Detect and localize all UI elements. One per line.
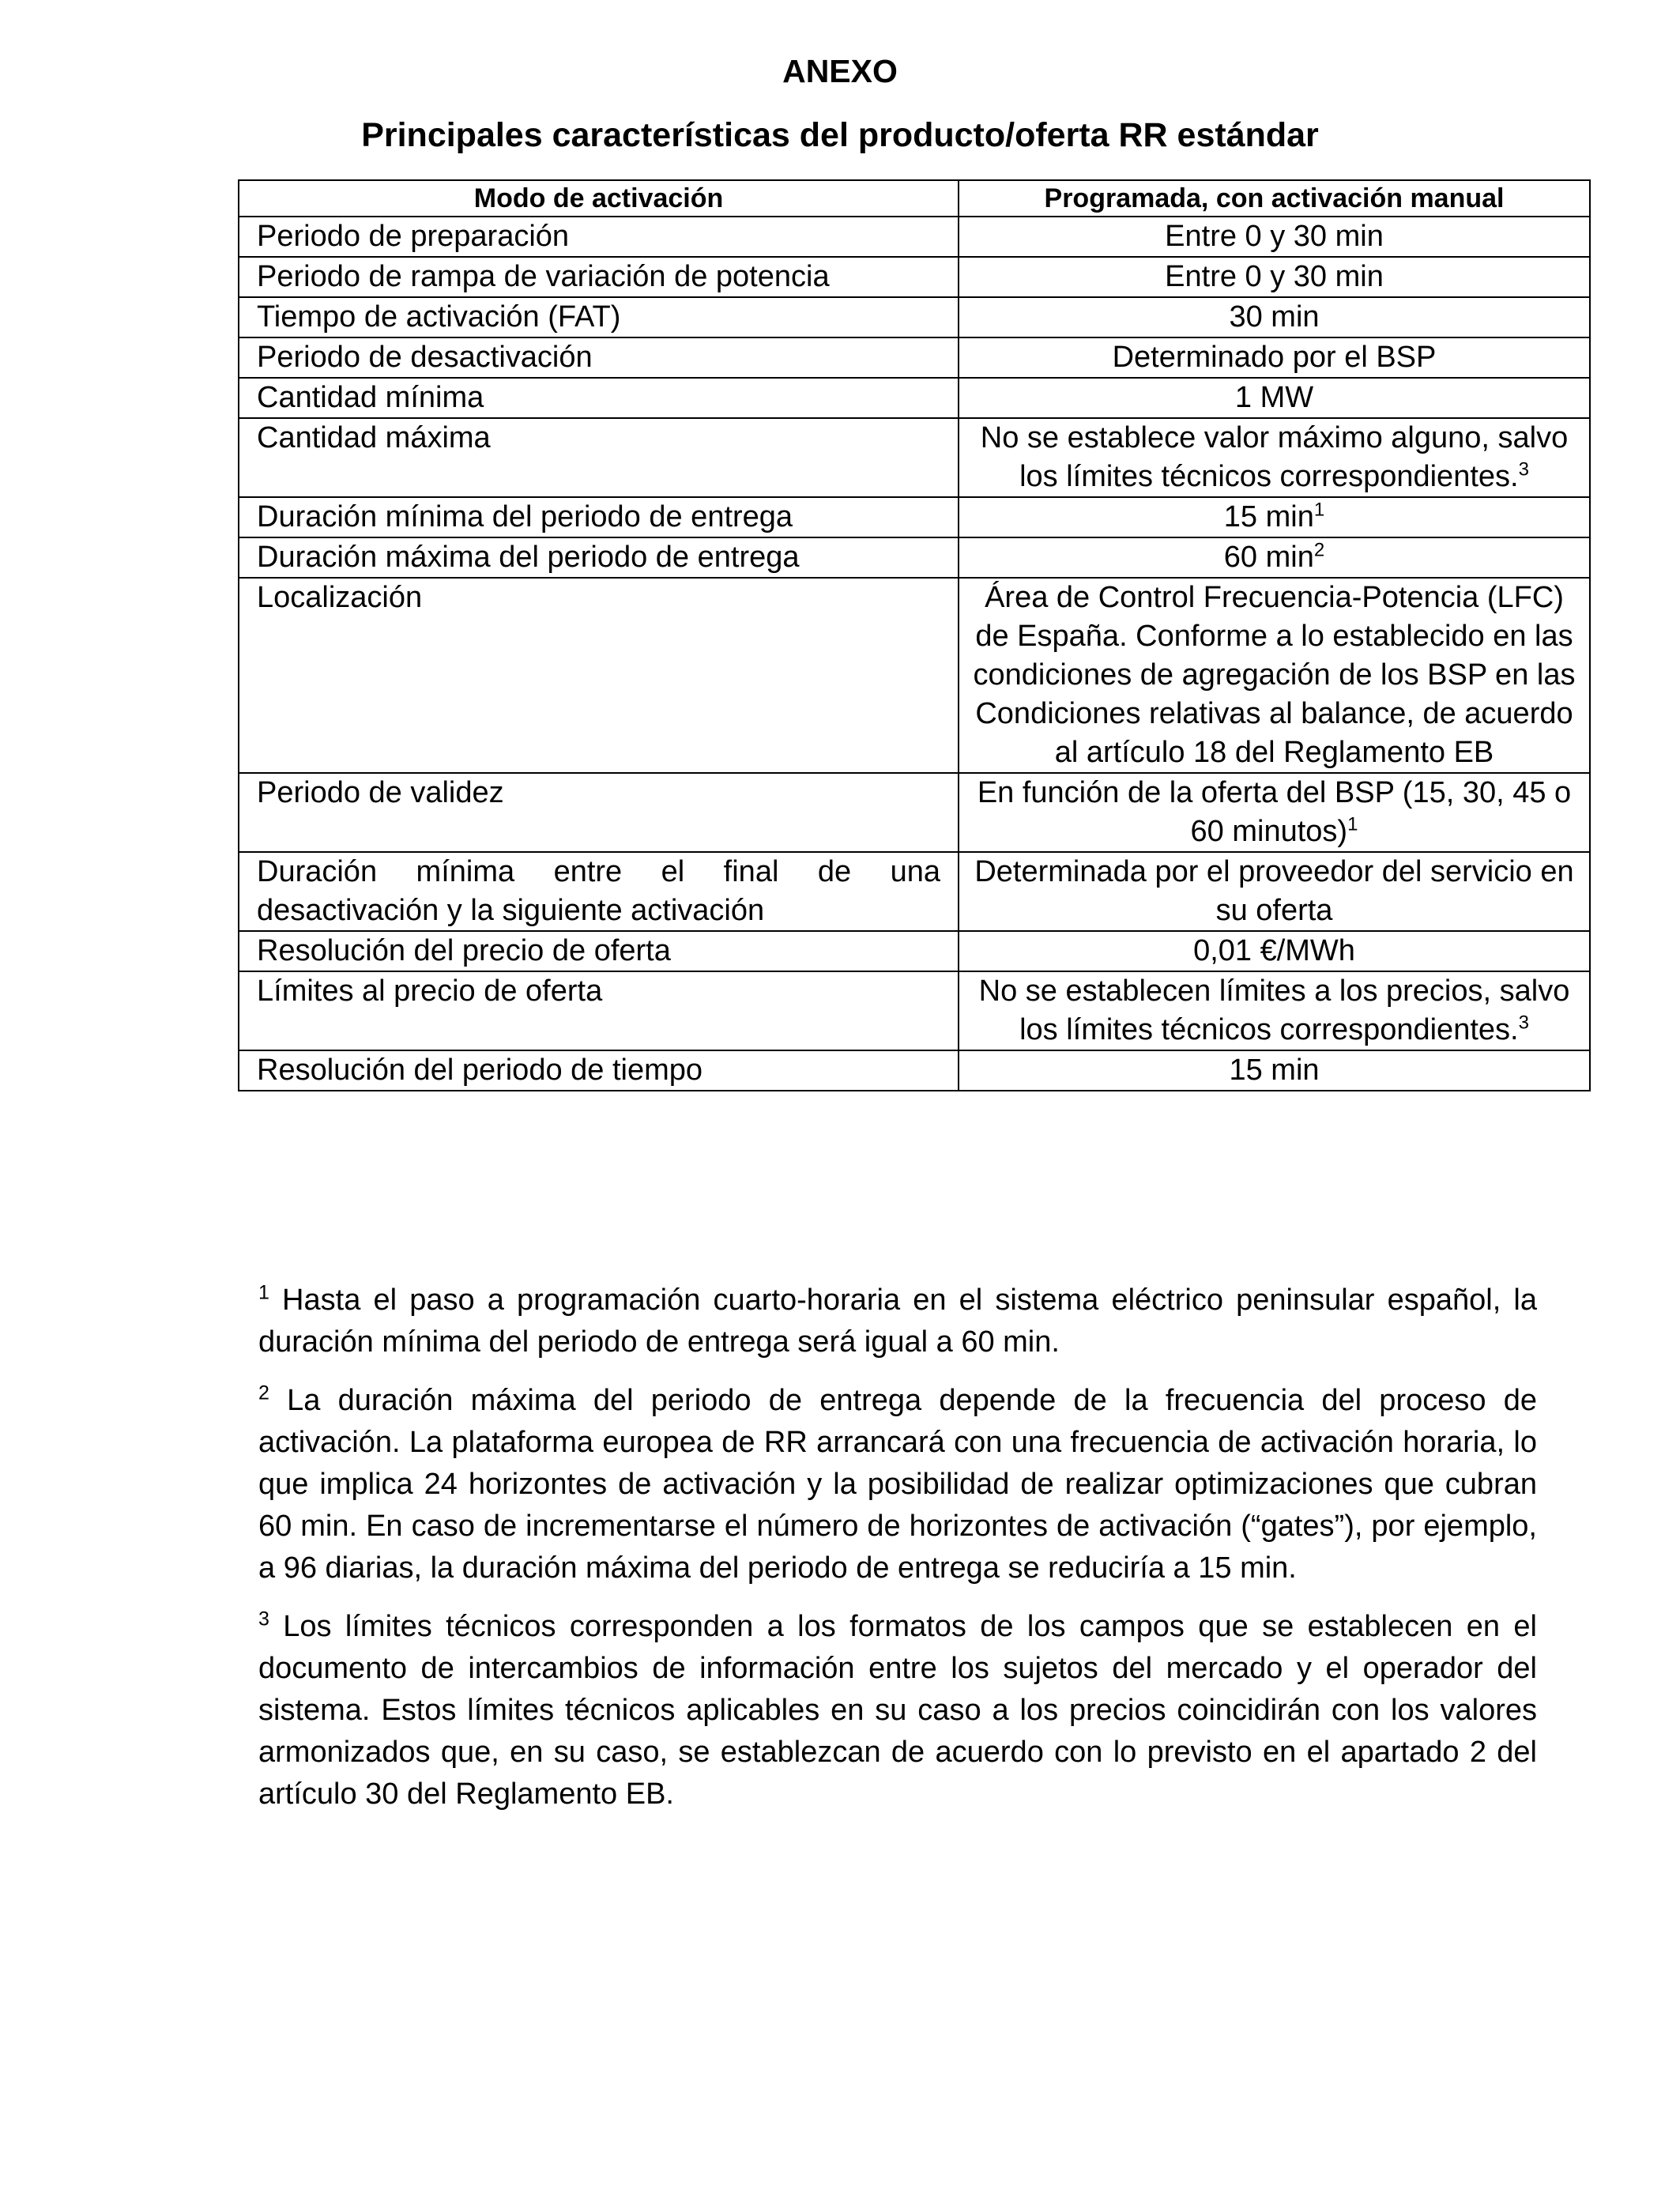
row-label: Duración mínima entre el final de una desactivación y la siguiente activación	[239, 852, 959, 931]
table-row	[239, 773, 1590, 852]
document-title: ANEXO	[782, 53, 898, 89]
row-value	[959, 578, 1590, 773]
footnote-ref: 2	[1313, 539, 1325, 561]
row-label: Localización	[239, 578, 959, 773]
row-label: Periodo de validez	[239, 773, 959, 852]
row-value-text: 1 MW	[1234, 381, 1314, 414]
footnote-ref: 1	[1347, 813, 1358, 835]
row-value-text: 30 min	[1229, 300, 1320, 334]
row-value-text: 15 min	[1223, 500, 1314, 533]
row-value	[959, 257, 1590, 297]
footnote-mark: 1	[258, 1281, 269, 1304]
row-value	[959, 217, 1590, 257]
table-header-label: Modo de activación	[239, 180, 959, 217]
row-value	[959, 537, 1590, 578]
row-value-text: Determinado por el BSP	[1112, 341, 1437, 374]
row-value	[959, 497, 1590, 537]
footnote	[258, 1606, 1537, 1815]
row-value	[959, 931, 1590, 971]
footnote-text: La duración máxima del periodo de entrega depende de la frecuencia del proceso de activación. La plataforma europea de RR arrancará con una frecuencia de activación horaria, lo que implica 24 horizontes de activación y la posibilidad de realizar optimizaciones que cubran 60 min. En caso de incrementarse el número de horizontes de activación (“gates”), por ejemplo, a 96 diarias, la duración máxima del periodo de entrega se reduciría a 15 min.	[258, 1384, 1537, 1585]
footnotes-section	[258, 1280, 1537, 1832]
table-row	[239, 418, 1590, 497]
row-label: Resolución del periodo de tiempo	[239, 1050, 959, 1091]
row-value-text: 0,01 €/MWh	[1193, 934, 1355, 967]
row-value	[959, 1050, 1590, 1091]
table-row	[239, 852, 1590, 931]
row-value	[959, 378, 1590, 418]
row-value	[959, 418, 1590, 497]
row-value-text: En función de la oferta del BSP (15, 30, 45 o 60 minutos)	[977, 776, 1572, 848]
table-header-value: Programada, con activación manual	[959, 180, 1590, 217]
row-label: Periodo de rampa de variación de potencia	[239, 257, 959, 297]
row-value	[959, 773, 1590, 852]
row-label: Duración mínima del periodo de entrega	[239, 497, 959, 537]
table-row	[239, 1050, 1590, 1091]
table-row	[239, 578, 1590, 773]
row-value-text: Determinada por el proveedor del servicio en su oferta	[974, 855, 1574, 927]
footnote-mark: 2	[258, 1382, 269, 1404]
table-row	[239, 297, 1590, 337]
row-label: Tiempo de activación (FAT)	[239, 297, 959, 337]
footnote-mark: 3	[258, 1608, 269, 1630]
row-label: Duración máxima del periodo de entrega	[239, 537, 959, 578]
document-subtitle: Principales características del producto/oferta RR estándar	[361, 116, 1319, 154]
footnote-text: Los límites técnicos corresponden a los formatos de los campos que se establecen en el documento de intercambios de información entre los sujetos del mercado y el operador del sistema. Estos límites técnicos aplicables en su caso a los precios coincidirán con los valores armonizados que, en su caso, se establezcan de acuerdo con lo previsto en el apartado 2 del artículo 30 del Reglamento EB.	[258, 1610, 1537, 1811]
table-row	[239, 971, 1590, 1050]
row-value-text: No se establece valor máximo alguno, salvo los límites técnicos correspondientes.	[980, 421, 1569, 493]
table-row	[239, 337, 1590, 378]
table-row	[239, 537, 1590, 578]
product-characteristics-table	[238, 179, 1591, 1091]
row-value-text: No se establecen límites a los precios, salvo los límites técnicos correspondientes.	[978, 974, 1570, 1046]
row-value-text: 15 min	[1229, 1054, 1320, 1087]
row-label: Periodo de preparación	[239, 217, 959, 257]
table-row	[239, 931, 1590, 971]
row-value	[959, 337, 1590, 378]
row-label: Cantidad mínima	[239, 378, 959, 418]
row-value	[959, 297, 1590, 337]
row-value-text: Área de Control Frecuencia-Potencia (LFC) de España. Conforme a lo establecido en las condiciones de agregación de los BSP en las Condiciones relativas al balance, de acuerdo al artículo 18 del Reglamento EB	[973, 581, 1576, 769]
footnote-ref: 3	[1518, 1012, 1529, 1034]
row-value-text: Entre 0 y 30 min	[1165, 220, 1384, 253]
footnote	[258, 1380, 1537, 1589]
row-label: Periodo de desactivación	[239, 337, 959, 378]
table-row	[239, 217, 1590, 257]
footnote-text: Hasta el paso a programación cuarto-horaria en el sistema eléctrico peninsular español, la duración mínima del periodo de entrega será igual a 60 min.	[258, 1284, 1537, 1359]
footnote-ref: 3	[1518, 458, 1529, 481]
table-row	[239, 257, 1590, 297]
row-value	[959, 852, 1590, 931]
footnote-ref: 1	[1313, 499, 1325, 521]
table-row	[239, 497, 1590, 537]
row-value-text: 60 min	[1223, 541, 1314, 574]
footnote	[258, 1280, 1537, 1363]
row-value-text: Entre 0 y 30 min	[1165, 260, 1384, 293]
table-row	[239, 378, 1590, 418]
row-label: Cantidad máxima	[239, 418, 959, 497]
row-value	[959, 971, 1590, 1050]
row-label: Resolución del precio de oferta	[239, 931, 959, 971]
table-header-row	[239, 180, 1590, 217]
row-label: Límites al precio de oferta	[239, 971, 959, 1050]
